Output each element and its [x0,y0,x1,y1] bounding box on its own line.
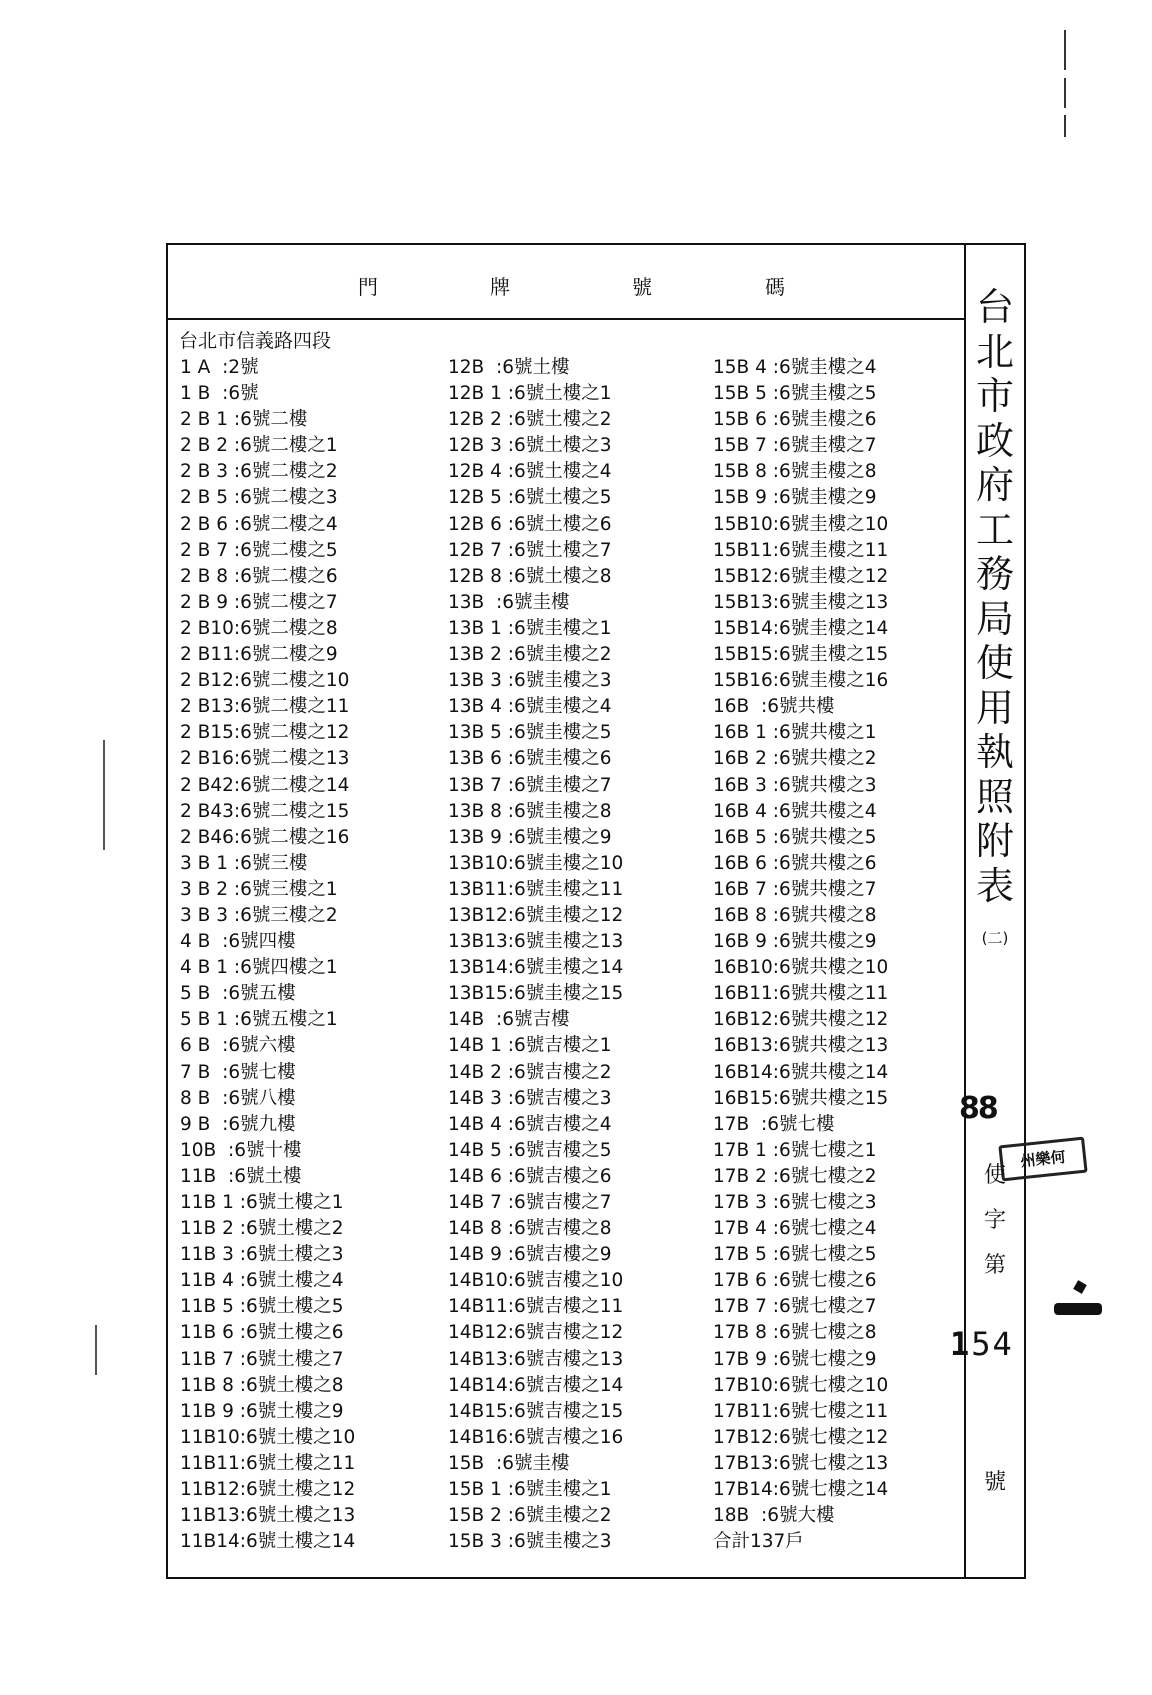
address-entry: 16B14:6號共樓之14 [713,1061,889,1083]
address-panel [168,245,966,1577]
permit-year: 88 [959,1091,997,1126]
address-entry: 15B 9 :6號圭樓之9 [713,487,877,509]
address-entry: 17B :6號七樓 [713,1113,835,1135]
address-entry: 3 B 2 :6號三樓之1 [180,878,338,900]
address-entry: 11B 6 :6號土樓之6 [180,1322,344,1344]
address-entry: 14B13:6號吉樓之13 [448,1348,624,1370]
address-entry: 14B15:6號吉樓之15 [448,1400,624,1422]
address-entry: 16B11:6號共樓之11 [713,983,889,1005]
address-entry: 14B 5 :6號吉樓之5 [448,1139,612,1161]
address-entry: 11B 7 :6號土樓之7 [180,1348,344,1370]
scan-edge-line [95,1325,97,1375]
permit-table [166,243,1067,1579]
ink-stamp: 州樂何 [998,1137,1087,1182]
address-entry: 17B14:6號七樓之14 [713,1479,889,1501]
scan-smudge-small [1073,1280,1087,1294]
address-entry: 16B12:6號共樓之12 [713,1009,889,1031]
permit-char-di: 第 [983,1253,1006,1278]
address-entry: 13B15:6號圭樓之15 [448,983,624,1005]
address-entry: 13B 6 :6號圭樓之6 [448,748,612,770]
address-entry: 1 B :6號 [180,383,259,405]
scan-edge-line [103,740,105,850]
address-entry: 7 B :6號七樓 [180,1061,296,1083]
address-entry: 17B 3 :6號七樓之3 [713,1192,877,1213]
title-char: 北 [975,329,1014,374]
address-entry: 10B :6號十樓 [180,1139,302,1161]
scan-smudge [1054,1303,1102,1315]
address-entry: 16B 8 :6號共樓之8 [713,904,877,926]
permit-side-panel [950,245,1067,1577]
title-char: 府 [975,463,1014,507]
address-entry: 4 B 1 :6號四樓之1 [180,957,338,979]
address-entry: 16B 3 :6號共樓之3 [713,774,877,796]
scan-edge-mark [1064,0,1067,190]
address-entry: 15B 2 :6號圭樓之2 [448,1505,612,1527]
address-entry: 15B :6號圭樓 [448,1452,570,1474]
address-entry: 16B 6 :6號共樓之6 [713,852,877,874]
address-entry: 14B 3 :6號吉樓之3 [448,1087,612,1109]
header-char-1: 門 [358,275,378,299]
address-entry: 14B 4 :6號吉樓之4 [448,1113,612,1135]
address-entry: 11B 9 :6號土樓之9 [180,1400,344,1422]
address-entry: 2 B13:6號二樓之11 [180,696,350,718]
header-char-3: 號 [632,275,652,299]
address-entry: 2 B43:6號二樓之15 [180,800,350,822]
address-entry: 18B :6號大樓 [713,1505,835,1527]
address-entry: 5 B 1 :6號五樓之1 [180,1009,338,1031]
address-entry: 11B13:6號土樓之13 [180,1505,356,1527]
header-char-2: 牌 [490,275,510,299]
address-entry: 2 B16:6號二樓之13 [180,748,350,770]
address-entry: 16B 1 :6號共樓之1 [713,722,877,744]
address-entry: 17B13:6號七樓之13 [713,1452,889,1474]
table-header [168,245,964,320]
district-name: 台北市信義路四段 [179,330,332,352]
address-entry: 15B15:6號圭樓之15 [713,644,889,666]
address-entry: 13B 7 :6號圭樓之7 [448,774,612,796]
permit-number [950,1325,1014,1363]
address-entry: 17B 7 :6號七樓之7 [713,1296,877,1318]
address-entry: 14B14:6號吉樓之14 [448,1374,624,1396]
address-entry: 2 B 9 :6號二樓之7 [180,591,338,613]
address-entry: 14B :6號吉樓 [448,1009,570,1031]
address-entry: 15B14:6號圭樓之14 [713,617,889,639]
address-entry: 2 B 3 :6號二樓之2 [180,461,338,483]
address-entry: 15B 7 :6號圭樓之7 [713,435,877,457]
address-entry: 12B 2 :6號土樓之2 [448,409,612,431]
permit-number-rest: 54 [971,1325,1014,1363]
address-entry: 11B 4 :6號土樓之4 [180,1270,344,1292]
permit-char-shi: 使 [983,1163,1006,1188]
address-entry: 17B11:6號七樓之11 [713,1400,889,1422]
address-entry: 2 B 8 :6號二樓之6 [180,565,338,587]
address-entry: 15B 3 :6號圭樓之3 [448,1531,612,1553]
address-entry: 12B 1 :6號土樓之1 [448,383,612,405]
address-entry: 16B15:6號共樓之15 [713,1087,889,1109]
address-entry: 2 B 7 :6號二樓之5 [180,539,338,561]
address-entry: 14B 1 :6號吉樓之1 [448,1035,612,1057]
address-entry: 13B12:6號圭樓之12 [448,904,624,926]
title-char: 執 [975,730,1014,774]
appendix-number: (二) [981,929,1009,947]
address-entry: 17B10:6號七樓之10 [713,1374,889,1396]
address-entry: 2 B11:6號二樓之9 [180,644,338,666]
address-entry: 14B16:6號吉樓之16 [448,1426,624,1448]
address-entry: 13B 9 :6號圭樓之9 [448,826,612,848]
address-entry: 2 B42:6號二樓之14 [180,774,350,796]
address-entry: 13B14:6號圭樓之14 [448,957,624,979]
address-entry: 16B 2 :6號共樓之2 [713,748,877,770]
address-entry: 17B 9 :6號七樓之9 [713,1348,877,1370]
address-entry: 13B 3 :6號圭樓之3 [448,670,612,692]
address-entry: 2 B46:6號二樓之16 [180,826,350,848]
title-char: 使 [975,641,1014,685]
title-char: 市 [975,374,1014,418]
address-entry: 15B 6 :6號圭樓之6 [713,409,877,431]
address-entry: 11B 5 :6號土樓之5 [180,1296,344,1318]
permit-number-lead: 1 [950,1325,972,1363]
address-entry: 11B10:6號土樓之10 [180,1426,356,1448]
address-entry: 6 B :6號六樓 [180,1035,296,1057]
address-entry: 12B 3 :6號土樓之3 [448,435,612,457]
address-entry: 2 B 2 :6號二樓之1 [180,435,338,457]
header-char-4: 碼 [765,275,785,299]
address-entry: 合計137戶 [713,1531,804,1553]
title-char: 附 [975,819,1014,863]
address-entry: 1 A :2號 [180,357,259,378]
address-entry: 13B :6號圭樓 [448,591,570,613]
title-char: 台 [975,285,1014,329]
address-column-3 [713,355,888,1555]
address-entry: 17B 5 :6號七樓之5 [713,1244,877,1266]
address-entry: 13B13:6號圭樓之13 [448,931,624,953]
address-entry: 13B10:6號圭樓之10 [448,852,624,874]
address-entry: 12B 8 :6號土樓之8 [448,565,612,587]
address-entry: 15B11:6號圭樓之11 [713,539,889,561]
address-entry: 12B :6號土樓 [448,357,570,378]
address-entry: 5 B :6號五樓 [180,983,296,1005]
address-entry: 15B12:6號圭樓之12 [713,565,889,587]
address-entry: 11B14:6號土樓之14 [180,1531,356,1553]
address-entry: 15B13:6號圭樓之13 [713,591,889,613]
title-char: 用 [975,685,1014,730]
address-entry: 2 B10:6號二樓之8 [180,617,338,639]
address-entry: 17B 6 :6號七樓之6 [713,1270,877,1292]
address-entry: 16B 5 :6號共樓之5 [713,826,877,848]
address-entry: 4 B :6號四樓 [180,931,296,953]
address-entry: 15B 5 :6號圭樓之5 [713,383,877,405]
address-entry: 12B 5 :6號土樓之5 [448,487,612,509]
address-entry: 12B 4 :6號土樓之4 [448,461,612,483]
address-entry: 16B 4 :6號共樓之4 [713,800,877,822]
address-entry: 17B 2 :6號七樓之2 [713,1165,877,1187]
address-entry: 14B 8 :6號吉樓之8 [448,1218,612,1240]
address-entry: 11B 3 :6號土樓之3 [180,1244,344,1266]
address-entry: 14B 2 :6號吉樓之2 [448,1061,612,1083]
address-entry: 16B :6號共樓 [713,696,835,718]
address-entry: 15B10:6號圭樓之10 [713,513,889,535]
title-char: 表 [975,863,1014,908]
address-entry: 9 B :6號九樓 [180,1113,296,1135]
address-entry: 11B :6號土樓 [180,1165,302,1187]
title-char: 工 [975,507,1014,552]
address-entry: 13B 8 :6號圭樓之8 [448,800,612,822]
address-entry: 17B 4 :6號七樓之4 [713,1218,877,1240]
address-entry: 13B11:6號圭樓之11 [448,878,624,900]
address-column-1 [180,355,355,1555]
address-entry: 12B 6 :6號土樓之6 [448,513,612,535]
title-char: 局 [975,596,1014,641]
permit-char-zi: 字 [983,1208,1006,1233]
address-entry: 14B10:6號吉樓之10 [448,1270,624,1292]
address-entry: 16B 9 :6號共樓之9 [713,931,877,953]
title-char: 政 [975,418,1014,463]
address-entry: 13B 1 :6號圭樓之1 [448,617,612,639]
address-entry: 3 B 3 :6號三樓之2 [180,904,338,926]
permit-char-hao: 號 [983,1470,1006,1495]
address-entry: 14B12:6號吉樓之12 [448,1322,624,1344]
address-entry: 17B 1 :6號七樓之1 [713,1139,877,1161]
address-entry: 14B 9 :6號吉樓之9 [448,1244,612,1266]
address-entry: 13B 2 :6號圭樓之2 [448,644,612,666]
address-entry: 17B 8 :6號七樓之8 [713,1322,877,1344]
address-entry: 14B11:6號吉樓之11 [448,1296,624,1318]
address-entry: 15B 1 :6號圭樓之1 [448,1479,612,1501]
address-entry: 17B12:6號七樓之12 [713,1426,889,1448]
address-entry: 13B 5 :6號圭樓之5 [448,722,612,744]
address-entry: 2 B12:6號二樓之10 [180,670,350,692]
address-entry: 8 B :6號八樓 [180,1087,296,1109]
address-entry: 16B13:6號共樓之13 [713,1035,889,1057]
address-entry: 15B 8 :6號圭樓之8 [713,461,877,483]
address-entry: 14B 6 :6號吉樓之6 [448,1165,612,1187]
address-entry: 2 B15:6號二樓之12 [180,722,350,744]
address-entry: 2 B 5 :6號二樓之3 [180,487,338,509]
address-entry: 2 B 6 :6號二樓之4 [180,513,338,535]
address-entry: 13B 4 :6號圭樓之4 [448,696,612,718]
address-entry: 14B 7 :6號吉樓之7 [448,1192,612,1213]
address-entry: 15B 4 :6號圭樓之4 [713,357,877,378]
address-entry: 11B11:6號土樓之11 [180,1452,356,1474]
title-char: 照 [975,774,1014,819]
address-entry: 11B 8 :6號土樓之8 [180,1374,344,1396]
address-entry: 12B 7 :6號土樓之7 [448,539,612,561]
address-entry: 11B 1 :6號土樓之1 [180,1192,344,1213]
address-column-2 [448,355,623,1555]
address-entry: 11B 2 :6號土樓之2 [180,1218,344,1240]
address-entry: 2 B 1 :6號二樓 [180,409,308,431]
address-entry: 3 B 1 :6號三樓 [180,852,308,874]
address-entry: 15B16:6號圭樓之16 [713,670,889,692]
address-entry: 16B 7 :6號共樓之7 [713,878,877,900]
address-entry: 11B12:6號土樓之12 [180,1479,356,1501]
title-char: 務 [975,552,1014,596]
vertical-title [966,285,1024,908]
address-entry: 16B10:6號共樓之10 [713,957,889,979]
